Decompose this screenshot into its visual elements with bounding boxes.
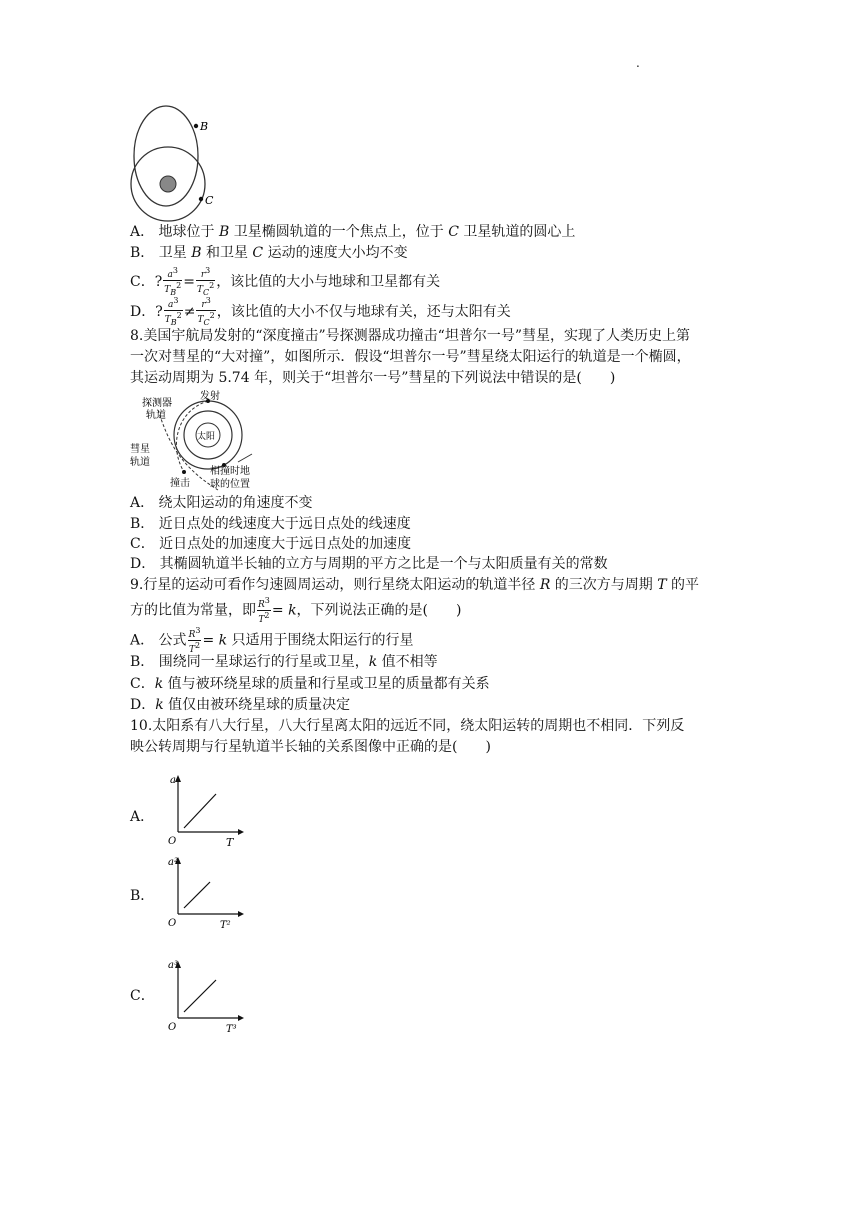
q8-stem-line-2: 一次对彗星的“大对撞”，如图所示．假设“坦普尔一号”彗星绕太阳运行的轨道是一个椭圆，: [130, 349, 691, 365]
q10-option-c-label: C．: [130, 988, 155, 1004]
graph-b-origin: O: [168, 918, 177, 929]
graph-b-x-arrow: [238, 911, 244, 917]
impact-point: [182, 470, 186, 474]
label-comet-orbit-1: 彗星: [130, 444, 150, 455]
label-c: C: [205, 194, 214, 207]
q8-option-b: B． 近日点处的线速度大于远日点处的线速度: [130, 516, 411, 532]
q9-stem-line-2: 方的比值为常量，即 $\frac{R^3}{T^2}$ = k，下列说法正确的是( ): [130, 596, 462, 625]
label-impact: 撞击: [170, 478, 190, 489]
q9-stem-line-1: 9.行星的运动可看作匀速圆周运动，则行星绕太阳运动的轨道半径 R 的三次方与周期 T 的平: [130, 577, 700, 593]
q10-option-b-label: B．: [130, 888, 155, 904]
q8-option-d: D． 其椭圆轨道半长轴的立方与周期的平方之比是一个与太阳质量有关的常数: [130, 556, 608, 572]
q7-option-a: A． 地球位于 B 卫星椭圆轨道的一个焦点上，位于 C 卫星轨道的圆心上: [130, 224, 576, 240]
q9-option-c: C．k 值与被环绕星球的质量和行星或卫星的质量都有关系: [130, 676, 490, 692]
q8-option-a: A． 绕太阳运动的角速度不变: [130, 495, 313, 511]
graph-c-origin: O: [168, 1022, 177, 1033]
satellite-c-dot: [199, 197, 203, 201]
label-probe-orbit-1: 探测器: [142, 398, 172, 409]
graph-c-y-label: a³: [168, 960, 178, 971]
formula-kepler-a: $\frac{R^3}{T^2}$: [188, 626, 201, 655]
graph-c-line: [184, 980, 216, 1012]
graph-c-x-label: T³: [226, 1024, 237, 1035]
graph-b-y-label: a²: [168, 857, 178, 868]
q7-option-b: B． 卫星 B 和卫星 C 运动的速度大小均不变: [130, 245, 408, 261]
label-b: B: [200, 120, 209, 133]
satellite-orbit-figure: [128, 104, 218, 222]
graph-a: [160, 772, 250, 852]
formula-kepler: $\frac{R^3}{T^2}$: [258, 596, 270, 625]
graph-c-x-arrow: [238, 1015, 244, 1021]
graph-a-x-arrow: [238, 829, 244, 835]
graph-b: [160, 854, 250, 934]
q7-option-c: C．? $\frac{a^3}{T_B^2}$ = $\frac{r^3}{T_C^2}$ ，该比值的大小与地球和卫星都有关: [130, 266, 441, 297]
graph-b-x-label: T²: [220, 920, 231, 931]
q9-option-a: A． 公式 $\frac{R^3}{T^2}$ = k 只适用于围绕太阳运行的行星: [130, 626, 414, 655]
q9-option-b: B． 围绕同一星球运行的行星或卫星，k 值不相等: [130, 654, 438, 670]
graph-c: [160, 956, 250, 1036]
label-probe-orbit-2: 轨道: [146, 410, 166, 421]
label-sun: 太阳: [197, 432, 216, 442]
q8-option-c: C． 近日点处的加速度大于远日点处的加速度: [130, 536, 412, 552]
graph-b-line: [184, 882, 210, 908]
formula-ratio-equal: $\frac{a^3}{T_B^2}$: [164, 266, 182, 297]
q7-option-d: D．? $\frac{a^3}{T_B^2}$ ≠ $\frac{r^3}{T_C^2}$ ，该比值的大小不仅与地球有关，还与太阳有关: [130, 296, 511, 327]
q9-option-d: D．k 值仅由被环绕星球的质量决定: [130, 697, 351, 713]
comet-impact-figure: [128, 390, 268, 492]
label-launch: 发射: [200, 391, 220, 402]
label-earth-pos-1: 相撞时地: [210, 466, 250, 477]
graph-a-line: [184, 794, 216, 828]
label-earth-pos-2: 球的位置: [210, 479, 250, 490]
formula-ratio-not-equal: $\frac{a^3}{T_B^2}$: [164, 296, 182, 327]
graph-a-y-label: a: [170, 775, 176, 786]
earth-icon: [160, 176, 176, 192]
q8-stem-line-3: 其运动周期为 5.74 年，则关于“坦普尔一号”彗星的下列说法中错误的是( ): [130, 370, 616, 386]
q10-option-a-label: A．: [130, 809, 155, 825]
graph-a-origin: O: [168, 836, 177, 847]
satellite-b-dot: [194, 124, 198, 128]
q10-stem-line-1: 10.太阳系有八大行星，八大行星离太阳的远近不同，绕太阳运转的周期也不相同．下列反: [130, 718, 685, 734]
q10-stem-line-2: 映公转周期与行星轨道半长轴的关系图像中正确的是( ): [130, 739, 491, 755]
graph-a-x-label: T: [226, 836, 234, 849]
arrow-line: [238, 454, 252, 462]
q8-stem-line-1: 8.美国宇航局发射的“深度撞击”号探测器成功撞击“坦普尔一号”彗星，实现了人类历史上第: [130, 328, 690, 344]
header-mark: .: [636, 56, 640, 70]
label-comet-orbit-2: 轨道: [130, 457, 150, 468]
